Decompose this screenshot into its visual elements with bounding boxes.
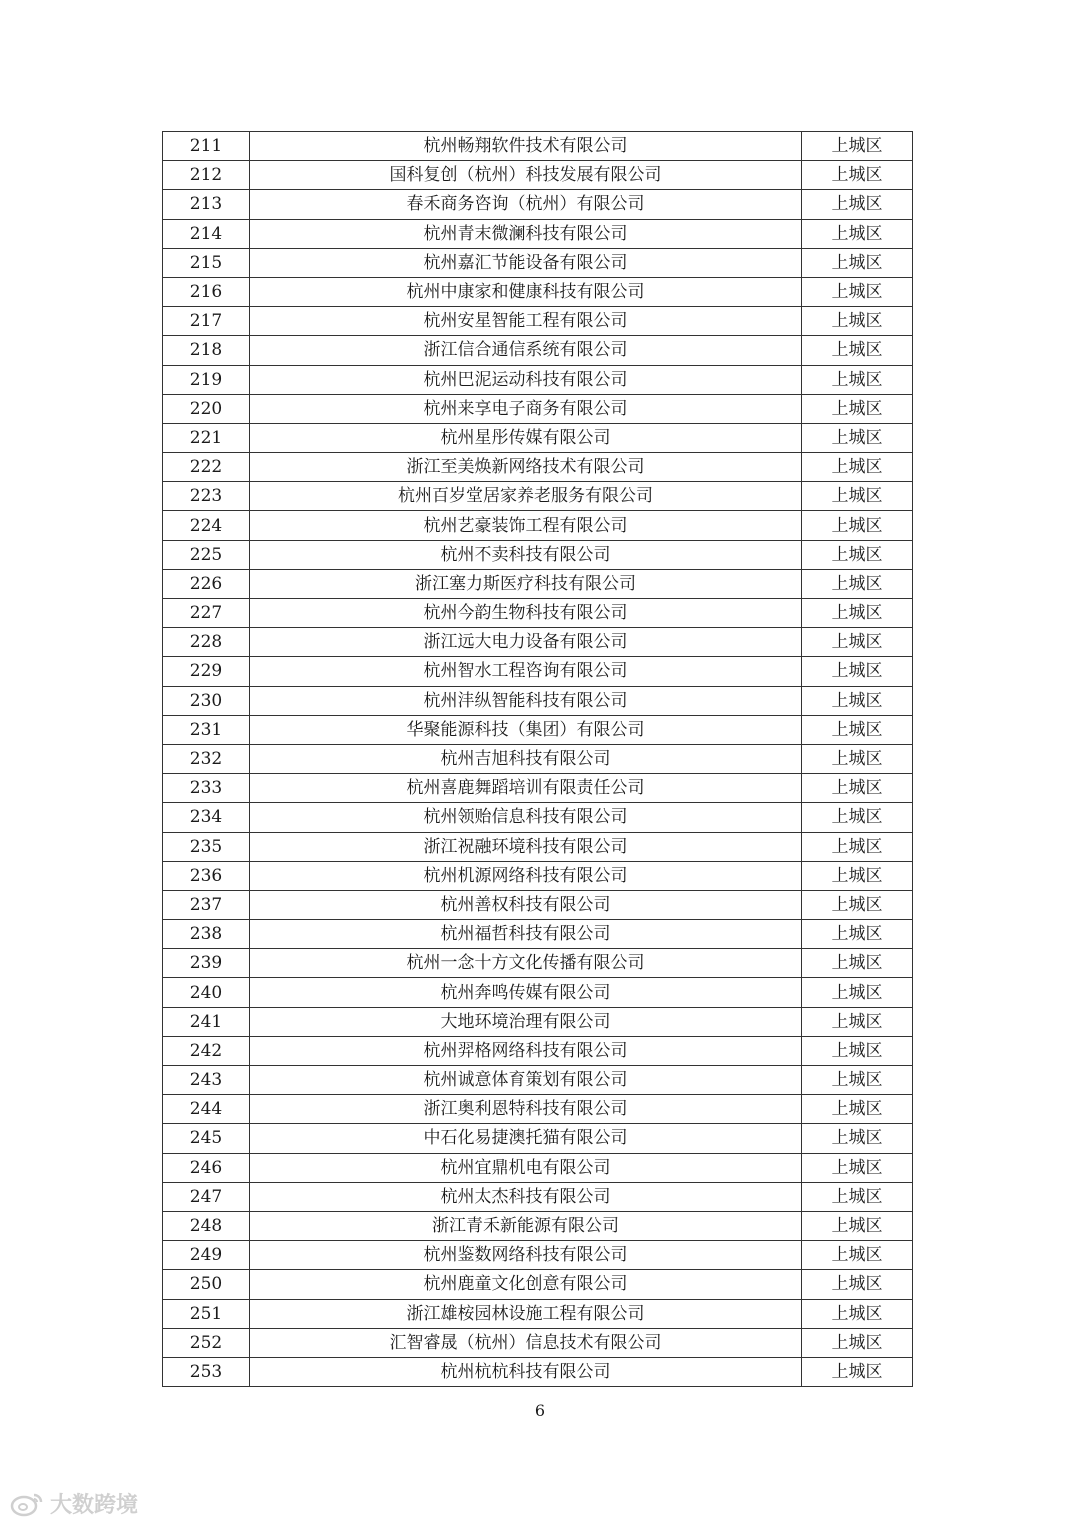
- row-number-cell: 227: [163, 599, 250, 628]
- district-cell: 上城区: [802, 190, 913, 219]
- district-cell: 上城区: [802, 1357, 913, 1386]
- row-number-cell: 233: [163, 774, 250, 803]
- row-number-cell: 240: [163, 978, 250, 1007]
- table-row: [163, 248, 913, 277]
- district-cell: 上城区: [802, 219, 913, 248]
- table-row: [163, 949, 913, 978]
- district-cell: 上城区: [802, 482, 913, 511]
- district-cell: 上城区: [802, 803, 913, 832]
- company-name-cell: 杭州福哲科技有限公司: [250, 920, 802, 949]
- table-row: [163, 628, 913, 657]
- company-name-cell: 杭州宜鼎机电有限公司: [250, 1153, 802, 1182]
- district-cell: 上城区: [802, 1036, 913, 1065]
- table-row: [163, 190, 913, 219]
- district-cell: 上城区: [802, 1270, 913, 1299]
- district-cell: 上城区: [802, 599, 913, 628]
- table-row: [163, 599, 913, 628]
- table-row: [163, 453, 913, 482]
- row-number-cell: 217: [163, 307, 250, 336]
- row-number-cell: 245: [163, 1124, 250, 1153]
- company-name-cell: 杭州艺豪装饰工程有限公司: [250, 511, 802, 540]
- district-cell: 上城区: [802, 511, 913, 540]
- district-cell: 上城区: [802, 423, 913, 452]
- row-number-cell: 212: [163, 161, 250, 190]
- district-cell: 上城区: [802, 774, 913, 803]
- row-number-cell: 249: [163, 1241, 250, 1270]
- district-cell: 上城区: [802, 161, 913, 190]
- table-row: [163, 1357, 913, 1386]
- watermark: [10, 1488, 138, 1519]
- district-cell: 上城区: [802, 394, 913, 423]
- table-row: [163, 1153, 913, 1182]
- table-row: [163, 657, 913, 686]
- row-number-cell: 236: [163, 861, 250, 890]
- table-row: [163, 1299, 913, 1328]
- table-row: [163, 744, 913, 773]
- company-name-cell: 杭州不卖科技有限公司: [250, 540, 802, 569]
- company-name-cell: 浙江雄桉园林设施工程有限公司: [250, 1299, 802, 1328]
- table-row: [163, 803, 913, 832]
- district-cell: 上城区: [802, 744, 913, 773]
- row-number-cell: 225: [163, 540, 250, 569]
- weibo-icon: [10, 1491, 44, 1517]
- district-cell: 上城区: [802, 1299, 913, 1328]
- table-row: [163, 219, 913, 248]
- district-cell: 上城区: [802, 1095, 913, 1124]
- company-name-cell: 杭州青末微澜科技有限公司: [250, 219, 802, 248]
- district-cell: 上城区: [802, 1211, 913, 1240]
- district-cell: 上城区: [802, 628, 913, 657]
- table-row: [163, 132, 913, 161]
- row-number-cell: 237: [163, 890, 250, 919]
- table-row: [163, 1241, 913, 1270]
- district-cell: 上城区: [802, 861, 913, 890]
- row-number-cell: 214: [163, 219, 250, 248]
- row-number-cell: 219: [163, 365, 250, 394]
- company-name-cell: 浙江塞力斯医疗科技有限公司: [250, 569, 802, 598]
- company-name-cell: 春禾商务咨询（杭州）有限公司: [250, 190, 802, 219]
- row-number-cell: 242: [163, 1036, 250, 1065]
- district-cell: 上城区: [802, 715, 913, 744]
- table-row: [163, 1007, 913, 1036]
- table-row: [163, 978, 913, 1007]
- table-row: [163, 307, 913, 336]
- row-number-cell: 238: [163, 920, 250, 949]
- table-row: [163, 832, 913, 861]
- table-row: [163, 1270, 913, 1299]
- row-number-cell: 232: [163, 744, 250, 773]
- table-row: [163, 1211, 913, 1240]
- table-row: [163, 540, 913, 569]
- district-cell: 上城区: [802, 307, 913, 336]
- row-number-cell: 251: [163, 1299, 250, 1328]
- table-row: [163, 336, 913, 365]
- table-row: [163, 394, 913, 423]
- company-name-cell: 华聚能源科技（集团）有限公司: [250, 715, 802, 744]
- row-number-cell: 222: [163, 453, 250, 482]
- company-name-cell: 汇智睿晟（杭州）信息技术有限公司: [250, 1328, 802, 1357]
- company-name-cell: 杭州智水工程咨询有限公司: [250, 657, 802, 686]
- table-body: [163, 132, 913, 1387]
- row-number-cell: 247: [163, 1182, 250, 1211]
- table-row: [163, 1095, 913, 1124]
- company-name-cell: 杭州嘉汇节能设备有限公司: [250, 248, 802, 277]
- district-cell: 上城区: [802, 1241, 913, 1270]
- district-cell: 上城区: [802, 832, 913, 861]
- company-name-cell: 杭州沣纵智能科技有限公司: [250, 686, 802, 715]
- company-name-cell: 浙江远大电力设备有限公司: [250, 628, 802, 657]
- table-row: [163, 715, 913, 744]
- row-number-cell: 244: [163, 1095, 250, 1124]
- district-cell: 上城区: [802, 1182, 913, 1211]
- row-number-cell: 243: [163, 1066, 250, 1095]
- table-row: [163, 569, 913, 598]
- company-name-cell: 杭州善权科技有限公司: [250, 890, 802, 919]
- company-name-cell: 杭州安星智能工程有限公司: [250, 307, 802, 336]
- row-number-cell: 213: [163, 190, 250, 219]
- table-row: [163, 1124, 913, 1153]
- table-row: [163, 482, 913, 511]
- table-row: [163, 1066, 913, 1095]
- company-name-cell: 杭州领贻信息科技有限公司: [250, 803, 802, 832]
- row-number-cell: 252: [163, 1328, 250, 1357]
- company-name-cell: 杭州星彤传媒有限公司: [250, 423, 802, 452]
- table-row: [163, 861, 913, 890]
- company-name-cell: 杭州羿格网络科技有限公司: [250, 1036, 802, 1065]
- row-number-cell: 248: [163, 1211, 250, 1240]
- table-row: [163, 686, 913, 715]
- row-number-cell: 221: [163, 423, 250, 452]
- row-number-cell: 230: [163, 686, 250, 715]
- company-name-cell: 中石化易捷澳托猫有限公司: [250, 1124, 802, 1153]
- district-cell: 上城区: [802, 132, 913, 161]
- company-name-cell: 杭州吉旭科技有限公司: [250, 744, 802, 773]
- table-row: [163, 774, 913, 803]
- district-cell: 上城区: [802, 657, 913, 686]
- table-row: [163, 277, 913, 306]
- row-number-cell: 229: [163, 657, 250, 686]
- company-name-cell: 杭州今韵生物科技有限公司: [250, 599, 802, 628]
- district-cell: 上城区: [802, 1153, 913, 1182]
- district-cell: 上城区: [802, 248, 913, 277]
- table-row: [163, 161, 913, 190]
- row-number-cell: 239: [163, 949, 250, 978]
- company-name-cell: 杭州来享电子商务有限公司: [250, 394, 802, 423]
- company-name-cell: 国科复创（杭州）科技发展有限公司: [250, 161, 802, 190]
- row-number-cell: 216: [163, 277, 250, 306]
- row-number-cell: 220: [163, 394, 250, 423]
- district-cell: 上城区: [802, 453, 913, 482]
- company-list-table: [162, 131, 913, 1387]
- district-cell: 上城区: [802, 1328, 913, 1357]
- company-name-cell: 杭州鉴数网络科技有限公司: [250, 1241, 802, 1270]
- company-name-cell: 浙江至美焕新网络技术有限公司: [250, 453, 802, 482]
- row-number-cell: 231: [163, 715, 250, 744]
- district-cell: 上城区: [802, 978, 913, 1007]
- district-cell: 上城区: [802, 277, 913, 306]
- row-number-cell: 235: [163, 832, 250, 861]
- page-number: 6: [534, 1401, 546, 1420]
- company-name-cell: 杭州一念十方文化传播有限公司: [250, 949, 802, 978]
- company-name-cell: 浙江祝融环境科技有限公司: [250, 832, 802, 861]
- district-cell: 上城区: [802, 336, 913, 365]
- company-name-cell: 浙江奥利恩特科技有限公司: [250, 1095, 802, 1124]
- table-row: [163, 1036, 913, 1065]
- row-number-cell: 241: [163, 1007, 250, 1036]
- table-row: [163, 365, 913, 394]
- company-name-cell: 杭州机源网络科技有限公司: [250, 861, 802, 890]
- company-name-cell: 杭州杭杭科技有限公司: [250, 1357, 802, 1386]
- row-number-cell: 215: [163, 248, 250, 277]
- district-cell: 上城区: [802, 569, 913, 598]
- company-name-cell: 大地环境治理有限公司: [250, 1007, 802, 1036]
- district-cell: 上城区: [802, 365, 913, 394]
- row-number-cell: 253: [163, 1357, 250, 1386]
- table-row: [163, 1182, 913, 1211]
- row-number-cell: 224: [163, 511, 250, 540]
- row-number-cell: 211: [163, 132, 250, 161]
- company-name-cell: 杭州喜鹿舞蹈培训有限责任公司: [250, 774, 802, 803]
- row-number-cell: 218: [163, 336, 250, 365]
- table-row: [163, 423, 913, 452]
- district-cell: 上城区: [802, 540, 913, 569]
- table-row: [163, 890, 913, 919]
- company-name-cell: 浙江信合通信系统有限公司: [250, 336, 802, 365]
- row-number-cell: 246: [163, 1153, 250, 1182]
- company-name-cell: 杭州奔鸣传媒有限公司: [250, 978, 802, 1007]
- district-cell: 上城区: [802, 1124, 913, 1153]
- row-number-cell: 223: [163, 482, 250, 511]
- company-name-cell: 杭州巴泥运动科技有限公司: [250, 365, 802, 394]
- table-row: [163, 920, 913, 949]
- row-number-cell: 250: [163, 1270, 250, 1299]
- district-cell: 上城区: [802, 949, 913, 978]
- district-cell: 上城区: [802, 1066, 913, 1095]
- district-cell: 上城区: [802, 920, 913, 949]
- company-name-cell: 杭州百岁堂居家养老服务有限公司: [250, 482, 802, 511]
- company-name-cell: 杭州畅翔软件技术有限公司: [250, 132, 802, 161]
- company-name-cell: 杭州诚意体育策划有限公司: [250, 1066, 802, 1095]
- table-row: [163, 1328, 913, 1357]
- row-number-cell: 226: [163, 569, 250, 598]
- company-name-cell: 杭州中康家和健康科技有限公司: [250, 277, 802, 306]
- district-cell: 上城区: [802, 890, 913, 919]
- company-name-cell: 杭州太杰科技有限公司: [250, 1182, 802, 1211]
- district-cell: 上城区: [802, 686, 913, 715]
- district-cell: 上城区: [802, 1007, 913, 1036]
- row-number-cell: 228: [163, 628, 250, 657]
- company-name-cell: 杭州鹿童文化创意有限公司: [250, 1270, 802, 1299]
- row-number-cell: 234: [163, 803, 250, 832]
- watermark-text: 大数跨境: [50, 1493, 139, 1518]
- table-row: [163, 511, 913, 540]
- company-name-cell: 浙江青禾新能源有限公司: [250, 1211, 802, 1240]
